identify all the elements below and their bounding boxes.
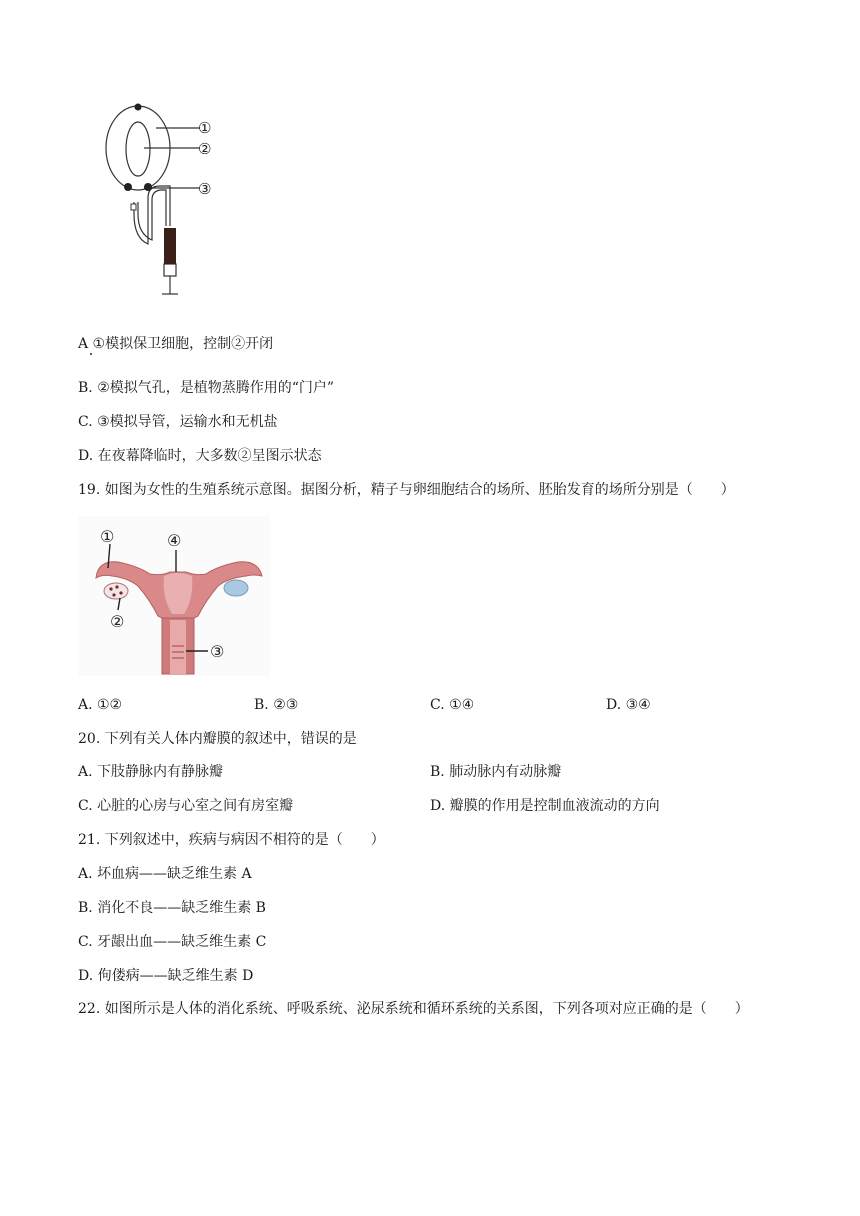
- female-reproductive-system-figure: [78, 516, 270, 676]
- stomata-label-3: ③: [198, 180, 212, 198]
- q20-option-a: A. 下肢静脉内有静脉瓣: [78, 764, 224, 780]
- q20-option-b: B. 肺动脉内有动脉瓣: [430, 764, 562, 780]
- q19-option-d: D. ③④: [606, 697, 651, 713]
- q19-option-c: C. ①④: [430, 697, 475, 713]
- q20-option-c: C. 心脏的心房与心室之间有房室瓣: [78, 798, 294, 814]
- q19-option-b: B. ②③: [254, 697, 299, 713]
- stomata-model-figure: [100, 98, 230, 300]
- q20-option-d: D. 瓣膜的作用是控制血液流动的方向: [430, 798, 660, 814]
- q21-option-b: B. 消化不良——缺乏维生素 B: [78, 900, 266, 916]
- stomata-label-2: ②: [198, 140, 212, 158]
- q20-stem: 20. 下列有关人体内瓣膜的叙述中，错误的是: [78, 731, 357, 747]
- q19-option-a: A. ①②: [78, 697, 123, 713]
- q18-option-a: A ①模拟保卫细胞，控制②开闭: [78, 336, 274, 352]
- stomata-label-1: ①: [198, 119, 212, 137]
- q21-option-d: D. 佝偻病——缺乏维生素 D: [78, 968, 254, 984]
- option-dot-mark: [90, 353, 92, 355]
- q19-stem: 19. 如图为女性的生殖系统示意图。据图分析，精子与卵细胞结合的场所、胚胎发育的场所分别是（ ）: [78, 482, 735, 498]
- q18-option-d: D. 在夜幕降临时，大多数②呈图示状态: [78, 448, 322, 464]
- q18-option-c: C. ③模拟导管，运输水和无机盐: [78, 414, 278, 430]
- q21-option-a: A. 坏血病——缺乏维生素 A: [78, 866, 252, 882]
- reproductive-label-4: ④: [167, 531, 182, 550]
- q21-option-c: C. 牙龈出血——缺乏维生素 C: [78, 934, 267, 950]
- q21-stem: 21. 下列叙述中，疾病与病因不相符的是（ ）: [78, 832, 385, 848]
- q18-option-b: B. ②模拟气孔，是植物蒸腾作用的“门户”: [78, 380, 335, 396]
- reproductive-label-2: ②: [110, 612, 125, 631]
- reproductive-label-1: ①: [100, 527, 115, 546]
- reproductive-label-3: ③: [210, 642, 225, 661]
- q22-stem: 22. 如图所示是人体的消化系统、呼吸系统、泌尿系统和循环系统的关系图，下列各项对应正确的是（ ）: [78, 1001, 749, 1017]
